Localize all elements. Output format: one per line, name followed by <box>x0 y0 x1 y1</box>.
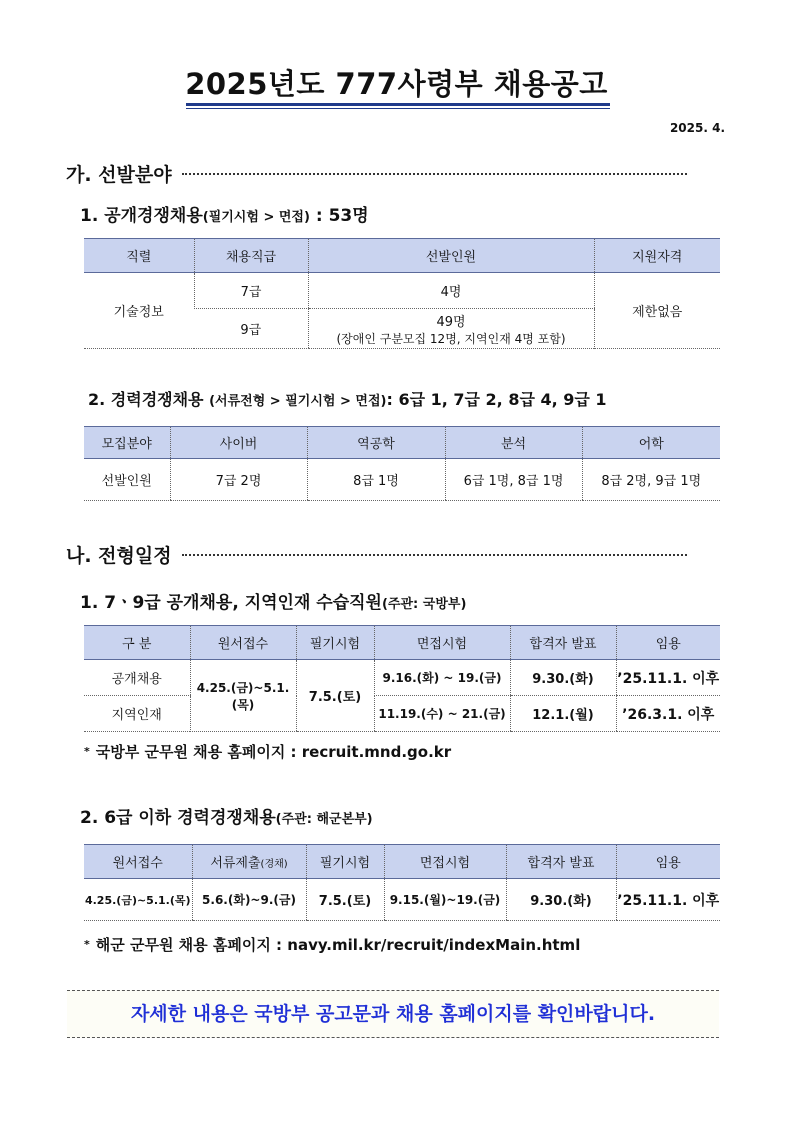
subheading-career-recruitment <box>88 387 607 410</box>
table-open-recruitment <box>84 238 720 349</box>
section-heading-schedule <box>66 541 687 568</box>
subheading-detail: (주관: 국방부) <box>381 597 467 612</box>
cell-cyber: 7급 2명 <box>170 459 307 501</box>
header-cell: 면접시험 <box>384 845 506 879</box>
cell-interview: 9.15.(월)~19.(금) <box>384 879 506 921</box>
header-cell: 지원자격 <box>594 239 720 273</box>
cell-grade7: 7급 <box>194 273 308 309</box>
cell-field: 기술정보 <box>84 273 194 349</box>
header-cell: 모집분야 <box>84 427 170 459</box>
section-heading-label: 나. 전형일정 <box>66 545 172 567</box>
subheading-main: 2. 6급 이하 경력경쟁채용 <box>80 808 276 828</box>
asterisk-icon: * <box>84 938 90 951</box>
cell-grade7-count: 4명 <box>308 273 594 309</box>
cell-interview: 11.19.(수) ~ 21.(금) <box>374 696 510 732</box>
header-cell: 선발인원 <box>308 239 594 273</box>
cell-row-label: 지역인재 <box>84 696 190 732</box>
subheading-open-schedule <box>80 588 466 613</box>
header-cell: 분석 <box>445 427 582 459</box>
subheading-detail: (주관: 해군본부) <box>275 812 373 827</box>
header-cell: 어학 <box>582 427 720 459</box>
grade9-note: (장애인 구분모집 12명, 지역인재 4명 포함) <box>336 331 566 346</box>
header-cell: 직렬 <box>84 239 194 273</box>
subheading-count: : 6급 1, 7급 2, 8급 4, 9급 1 <box>386 390 607 409</box>
subheading-count: : 53명 <box>315 206 369 226</box>
header-cell: 합격자 발표 <box>506 845 616 879</box>
grade9-count-text: 49명 <box>436 314 466 330</box>
header-cell: 필기시험 <box>306 845 384 879</box>
header-cell: 합격자 발표 <box>510 626 616 660</box>
cell-language: 8급 2명, 9급 1명 <box>582 459 720 501</box>
header-cell: 원서접수 <box>190 626 296 660</box>
table-career-recruitment <box>84 426 720 501</box>
page-title: 2025년도 777사령부 채용공고 <box>185 67 608 101</box>
header-cell: 임용 <box>616 626 720 660</box>
cell-written: 7.5.(토) <box>306 879 384 921</box>
announcement-date: 2025. 4. <box>669 121 725 135</box>
subheading-navy-schedule <box>80 803 373 828</box>
subheading-open-recruitment <box>80 201 369 226</box>
cell-application: 4.25.(금)~5.1.(목) <box>84 879 192 921</box>
cell-row-label: 공개채용 <box>84 660 190 696</box>
dotted-leader <box>182 554 687 556</box>
header-cell: 필기시험 <box>296 626 374 660</box>
asterisk-icon: * <box>84 745 90 758</box>
cell-row-label: 선발인원 <box>84 459 170 501</box>
header-cell: 역공학 <box>307 427 445 459</box>
title-underline <box>186 103 610 106</box>
subheading-detail: (필기시험 > 면접) <box>202 210 310 225</box>
header-doc-label: 서류제출 <box>210 856 261 871</box>
table-navy-schedule <box>84 844 720 921</box>
cell-written: 7.5.(토) <box>296 660 374 732</box>
section-heading-label: 가. 선발분야 <box>66 164 172 186</box>
cell-appointment: ’26.3.1. 이후 <box>616 696 720 732</box>
subheading-main: 1. 7ㆍ9급 공개채용, 지역인재 수습직원 <box>80 593 382 613</box>
header-cell <box>192 845 306 879</box>
cell-appointment: ’25.11.1. 이후 <box>616 660 720 696</box>
note-mnd-homepage <box>84 741 451 762</box>
cell-appointment: ’25.11.1. 이후 <box>616 879 720 921</box>
table-open-schedule <box>84 625 720 732</box>
cell-analysis: 6급 1명, 8급 1명 <box>445 459 582 501</box>
header-cell: 면접시험 <box>374 626 510 660</box>
subheading-detail: (서류전형 > 필기시험 > 면접) <box>209 394 387 409</box>
cell-qualification: 제한없음 <box>594 273 720 349</box>
title-underline-thin <box>186 108 610 109</box>
cell-application: 4.25.(금)~5.1.(목) <box>190 660 296 732</box>
cell-result: 9.30.(화) <box>510 660 616 696</box>
cell-reverse-eng: 8급 1명 <box>307 459 445 501</box>
subheading-main: 2. 경력경쟁채용 <box>88 390 204 409</box>
header-cell: 원서접수 <box>84 845 192 879</box>
cell-documents: 5.6.(화)~9.(금) <box>192 879 306 921</box>
dotted-leader <box>182 173 687 175</box>
cell-grade9: 9급 <box>194 309 308 349</box>
header-doc-small: (경채) <box>260 859 288 870</box>
header-cell: 사이버 <box>170 427 307 459</box>
subheading-main: 1. 공개경쟁채용 <box>80 206 203 226</box>
note-navy-homepage <box>84 934 580 955</box>
cell-result: 12.1.(월) <box>510 696 616 732</box>
header-cell: 채용직급 <box>194 239 308 273</box>
cell-grade9-count <box>308 309 594 349</box>
note-text: 국방부 군무원 채용 홈페이지 : recruit.mnd.go.kr <box>95 743 452 761</box>
cell-interview: 9.16.(화) ~ 19.(금) <box>374 660 510 696</box>
header-cell: 구 분 <box>84 626 190 660</box>
cell-result: 9.30.(화) <box>506 879 616 921</box>
notice-banner: 자세한 내용은 국방부 공고문과 채용 홈페이지를 확인바랍니다. <box>67 990 719 1038</box>
section-heading-selection <box>66 160 687 187</box>
header-cell: 임용 <box>616 845 720 879</box>
note-text: 해군 군무원 채용 홈페이지 : navy.mil.kr/recruit/indexMain.html <box>95 936 581 954</box>
